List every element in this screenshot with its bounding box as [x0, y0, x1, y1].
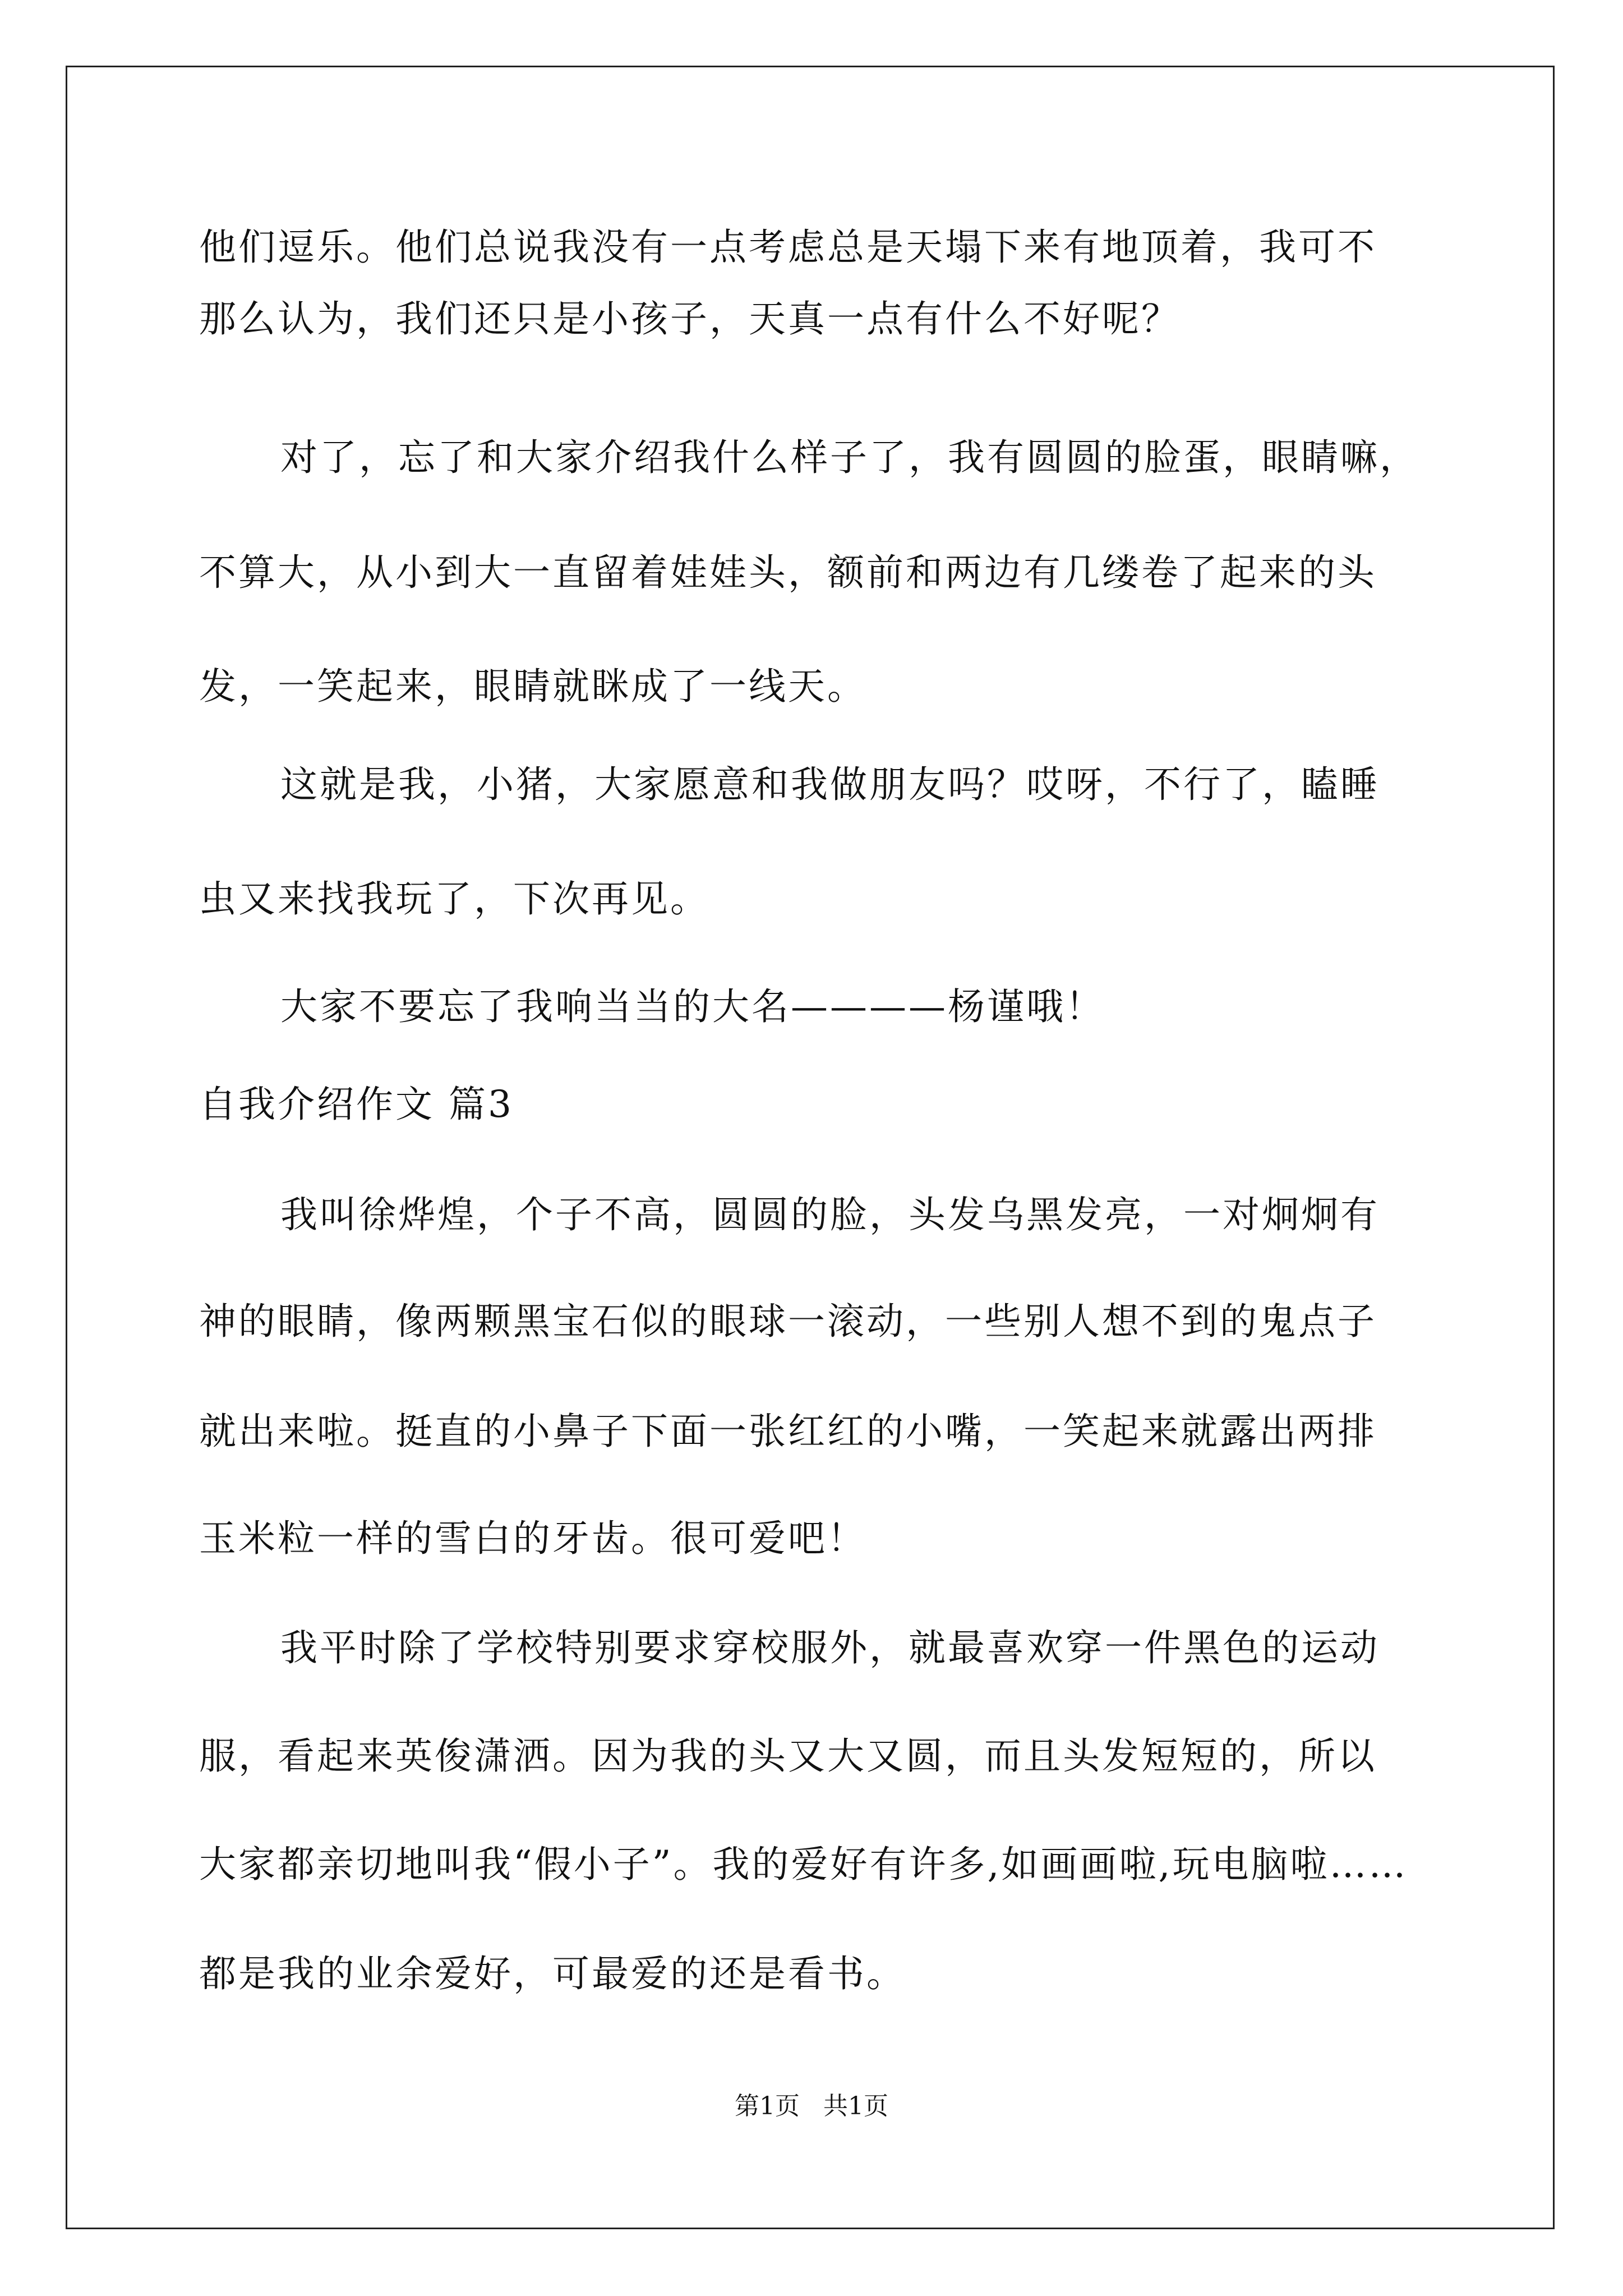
page-border — [66, 66, 1555, 2229]
paragraph-line: 大家不要忘了我响当当的大名————杨谨哦！ — [280, 985, 1105, 1028]
paragraph-line: 那么认为，我们还只是小孩子，天真一点有什么不好呢？ — [199, 297, 1181, 341]
paragraph-line: 都是我的业余爱好，可最爱的还是看书。 — [199, 1952, 906, 1995]
paragraph-line: 这就是我，小猪，大家愿意和我做朋友吗？哎呀，不行了，瞌睡 — [280, 763, 1380, 806]
paragraph-line: 玉米粒一样的雪白的牙齿。很可爱吧！ — [199, 1517, 866, 1560]
paragraph-line: 我平时除了学校特别要求穿校服外，就最喜欢穿一件黑色的运动 — [280, 1626, 1380, 1669]
paragraph-line: 对了，忘了和大家介绍我什么样子了，我有圆圆的脸蛋，眼睛嘛， — [280, 436, 1419, 479]
paragraph-line: 服，看起来英俊潇洒。因为我的头又大又圆，而且头发短短的，所以 — [199, 1734, 1377, 1778]
page-footer: 第1页 共1页 — [735, 2092, 888, 2120]
section-heading: 自我介绍作文 篇3 — [199, 1083, 514, 1126]
paragraph-line: 他们逗乐。他们总说我没有一点考虑总是天塌下来有地顶着，我可不 — [199, 226, 1377, 269]
paragraph-line: 我叫徐烨煌，个子不高，圆圆的脸，头发乌黑发亮，一对炯炯有 — [280, 1193, 1380, 1236]
paragraph-line: 不算大，从小到大一直留着娃娃头，额前和两边有几缕卷了起来的头 — [199, 551, 1377, 594]
paragraph-line: 大家都亲切地叫我“假小子”。我的爱好有许多,如画画啦,玩电脑啦…… — [199, 1843, 1408, 1886]
paragraph-line: 就出来啦。挺直的小鼻子下面一张红红的小嘴，一笑起来就露出两排 — [199, 1410, 1377, 1453]
paragraph-line: 发，一笑起来，眼睛就眯成了一线天。 — [199, 665, 866, 708]
paragraph-line: 神的眼睛，像两颗黑宝石似的眼球一滚动，一些别人想不到的鬼点子 — [199, 1300, 1377, 1343]
paragraph-line: 虫又来找我玩了，下次再见。 — [199, 877, 709, 921]
